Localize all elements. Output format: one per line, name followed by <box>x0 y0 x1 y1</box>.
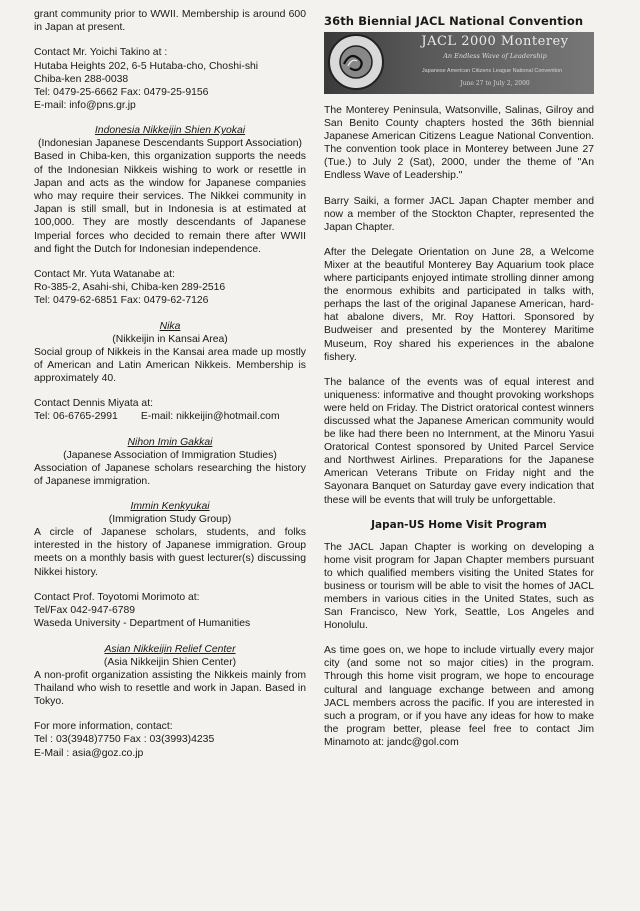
org-subtitle: (Japanese Association of Immigration Studies) <box>63 449 277 461</box>
org-name: Nihon Imin Gakkai <box>127 436 213 448</box>
contact-line: Ro-385-2, Asahi-shi, Chiba-ken 289-2516 <box>34 282 226 294</box>
jacl-wave-logo-icon <box>328 34 384 90</box>
convention-paragraph: After the Delegate Orientation on June 28, a Welcome Mixer at the beautiful Monterey Bay Aquarium took place where participants enjoyed intimate strolling dinner among the enormous exhibits and participated in talks with, perhaps the last of the original Japanese American, hard-hat abalone divers, Mr. Roy Hattori. Sponsored by Budweiser and presented by the Monterey Maritime Museum, Roy shared his experiences in the abalone fishery. <box>324 246 594 363</box>
org-description: Based in Chiba-ken, this organization supports the needs of the Indonesian Nikkeis wishing to work or resettle in Japan and acts as the window for Japanese companies who may require their services. The Nikkei community in Japan is still small, but in Indonesia is at estimated at 100,000. They are mostly descendants of Japanese Imperial forces who decided to remain there after WWII and fight the Dutch for Indonesian independence. <box>34 151 306 255</box>
org-entry-indonesia <box>34 124 306 307</box>
banner-league-line: Japanese American Citizens League National Convention <box>421 68 563 74</box>
org-name: Asian Nikkeijin Relief Center <box>104 643 236 655</box>
banner-title: JACL 2000 Monterey <box>421 34 569 49</box>
contact-line: Chiba-ken 288-0038 <box>34 73 129 85</box>
home-visit-paragraph: As time goes on, we hope to include virtually every major city (and some not so major cities) in the program. Through this home visit program, we hope to encourage cultural and language exchange between and among JACL members across the pacific. If you are interested in such a program, or if you have any ideas for how to make the program better, please feel free to contact Jim Minamoto at: jandc@gol.com <box>324 645 594 748</box>
contact-line: Contact Mr. Yoichi Takino at : <box>34 47 168 59</box>
convention-heading: 36th Biennial JACL National Convention <box>324 14 584 28</box>
org-contact <box>34 268 306 308</box>
contact-line: Tel: 06-6765-2991 E-mail: nikkeijin@hotmail.com <box>34 411 280 423</box>
org-entry-nihon-imin-gakkai <box>34 436 306 488</box>
home-visit-heading: Japan-US Home Visit Program <box>371 518 547 531</box>
org-subtitle: (Nikkeijin in Kansai Area) <box>112 333 228 345</box>
convention-paragraph: The Monterey Peninsula, Watsonville, Salinas, Gilroy and San Benito County chapters hosted the 36th biennial Japanese American Citizens League National Convention. The convention took place in Monterey between June 27 (Tue.) to July 2 (Sat), 2000, under the theme of "An Endless Wave of Leadership." <box>324 105 594 182</box>
banner-dates: June 27 to July 2, 2000 <box>460 80 530 87</box>
contact-line: Tel/Fax 042-947-6789 <box>34 605 136 617</box>
contact-block-takino <box>34 46 306 112</box>
org-subtitle: (Asia Nikkeijin Shien Center) <box>103 656 237 668</box>
convention-paragraph: Barry Saiki, a former JACL Japan Chapter member and now a member of the Stockton Chapter, represented the Japan Chapter. <box>324 195 594 233</box>
contact-email: E-mail: info@pns.gr.jp <box>34 100 136 112</box>
org-contact <box>34 591 306 631</box>
right-column <box>324 14 594 761</box>
contact-line: Contact Dennis Miyata at: <box>34 398 153 410</box>
org-description: A non-profit organization assisting the Nikkeis mainly from Thailand who wish to resettle and work in Japan. Based in Tokyo. <box>34 669 306 707</box>
left-column <box>34 8 306 760</box>
convention-banner <box>324 32 594 94</box>
org-subtitle: (Indonesian Japanese Descendants Support Association) <box>38 138 302 150</box>
org-name: Immin Kenkyukai <box>130 501 210 513</box>
intro-paragraph: grant community prior to WWII. Membership is around 600 in Japan at present. <box>34 9 306 34</box>
org-description: Association of Japanese scholars researching the history of Japanese immigration. <box>34 462 306 487</box>
contact-line: Tel : 03(3948)7750 Fax : 03(3993)4235 <box>34 734 215 746</box>
org-description: A circle of Japanese scholars, students, and folks interested in the history of Japanese immigration. Group meets on a monthly basis with guest lecturer(s) discussing Nikkei history. <box>34 527 306 578</box>
contact-line: For more information, contact: <box>34 721 173 733</box>
contact-line: Waseda University - Department of Humanities <box>34 618 251 630</box>
banner-subtitle: An Endless Wave of Leadership <box>443 52 547 60</box>
convention-paragraph: The balance of the events was of equal interest and uniqueness: informative and thought provoking workshops were held on Friday. The District oratorical contest winners discussed what the Japanese American community would be like had there been no Internment, at the Minoru Yasui Oratorical Contest sponsored by United Parcel Service and Northwest Airlines. Preparations for the Japanese American Veterans Tribute on Friday night and the Sayonara Banquet on Saturday gave every indication that these will be events that will truly be unforgettable. <box>324 376 594 506</box>
org-name: Nika <box>159 320 181 332</box>
contact-line: Tel: 0479-62-6851 Fax: 0479-62-7126 <box>34 295 209 307</box>
contact-line: Hutaba Heights 202, 6-5 Hutaba-cho, Choshi-shi <box>34 60 259 72</box>
org-description: Social group of Nikkeis in the Kansai area made up mostly of American and Latin American Nikkeis. Membership is approximately 40. <box>34 346 306 385</box>
org-entry-immin-kenkyukai <box>34 500 306 630</box>
contact-email: E-Mail : asia@goz.co.jp <box>34 747 144 759</box>
org-entry-nika <box>34 320 306 424</box>
contact-line: Tel: 0479-25-6662 Fax: 0479-25-9156 <box>34 87 209 99</box>
contact-line: Contact Prof. Toyotomi Morimoto at: <box>34 591 200 603</box>
org-contact <box>34 397 306 423</box>
org-contact <box>34 720 306 760</box>
contact-line: Contact Mr. Yuta Watanabe at: <box>34 269 175 281</box>
org-subtitle: (Immigration Study Group) <box>108 514 232 526</box>
org-entry-asian-relief <box>34 643 306 760</box>
home-visit-paragraph: The JACL Japan Chapter is working on developing a home visit program for Japan Chapter members pursuant to which qualified members visiting the United States for business or tourism will be able to visit the homes of JACL members in various cities in the United States, such as San Francisco, New York, Seattle, Los Angeles and Honolulu. <box>324 541 594 632</box>
org-name: Indonesia Nikkeijin Shien Kyokai <box>94 125 246 137</box>
